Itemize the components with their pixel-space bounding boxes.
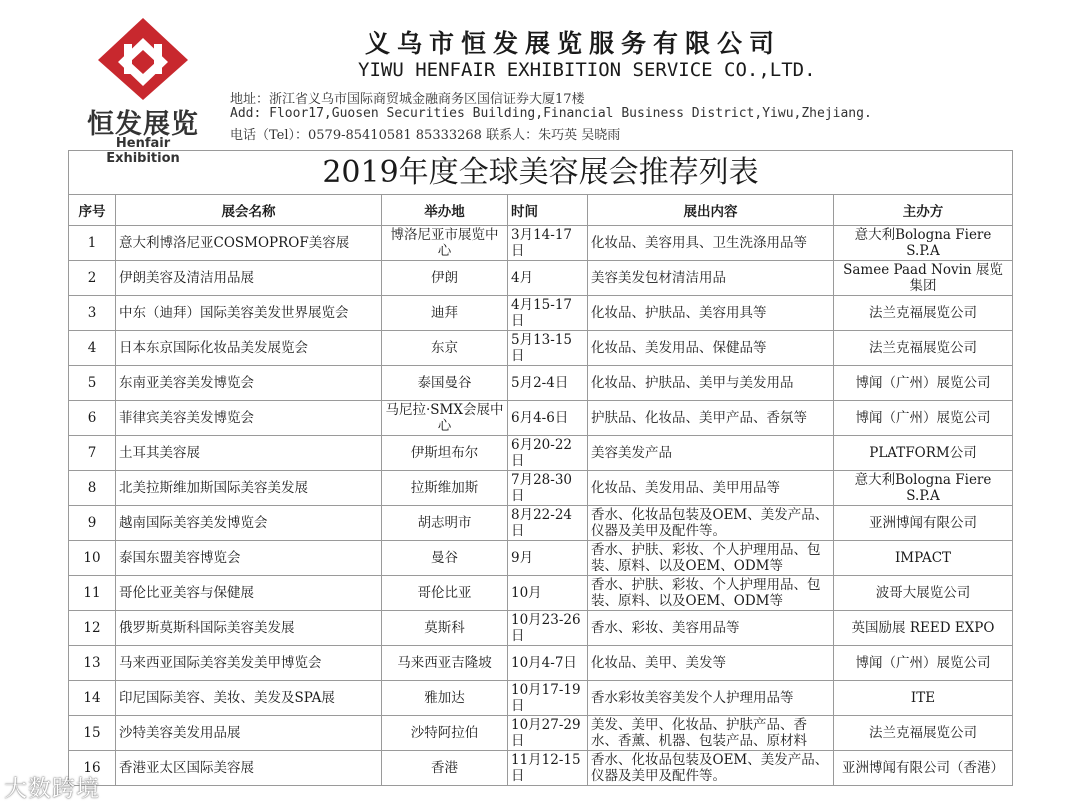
cell-date: 10月 (508, 576, 588, 611)
cell-exhibition-name: 香港亚太区国际美容展 (116, 751, 382, 786)
cell-venue: 香港 (382, 751, 508, 786)
cell-venue: 拉斯维加斯 (382, 471, 508, 506)
exhibition-table (68, 194, 1013, 786)
cell-date: 10月17-19日 (508, 681, 588, 716)
cell-exhibition-name: 日本东京国际化妆品美发展览会 (116, 331, 382, 366)
cell-index: 13 (69, 646, 116, 681)
cell-index: 2 (69, 261, 116, 296)
cell-exhibition-name: 俄罗斯莫斯科国际美容美发展 (116, 611, 382, 646)
header-exhibition-name: 展会名称 (116, 195, 382, 226)
table-row (69, 576, 1013, 611)
cell-index: 9 (69, 506, 116, 541)
cell-organizer: 亚洲博闻有限公司 (834, 506, 1013, 541)
cell-organizer: 博闻（广州）展览公司 (834, 401, 1013, 436)
cell-date: 4月 (508, 261, 588, 296)
cell-exhibition-name: 马来西亚国际美容美发美甲博览会 (116, 646, 382, 681)
cell-exhibition-name: 中东（迪拜）国际美容美发世界展览会 (116, 296, 382, 331)
cell-organizer: IMPACT (834, 541, 1013, 576)
header-organizer: 主办方 (834, 195, 1013, 226)
cell-exhibition-name: 北美拉斯维加斯国际美容美发展 (116, 471, 382, 506)
cell-exhibits: 香水、彩妆、美容用品等 (588, 611, 834, 646)
cell-organizer: 法兰克福展览公司 (834, 331, 1013, 366)
cell-exhibition-name: 土耳其美容展 (116, 436, 382, 471)
table-title: 2019年度全球美容展会推荐列表 (68, 150, 1013, 195)
company-logo (78, 14, 208, 166)
cell-venue: 胡志明市 (382, 506, 508, 541)
cell-date: 3月14-17日 (508, 226, 588, 261)
table-row (69, 401, 1013, 436)
cell-organizer: 意大利Bologna Fiere S.P.A (834, 226, 1013, 261)
cell-exhibits: 化妆品、护肤品、美甲与美发用品 (588, 366, 834, 401)
cell-exhibition-name: 意大利博洛尼亚COSMOPROF美容展 (116, 226, 382, 261)
table-row (69, 681, 1013, 716)
address-cn: 地址：浙江省义乌市国际商贸城金融商务区国信证券大厦17楼 (230, 92, 585, 107)
cell-exhibits: 香水、护肤、彩妆、个人护理用品、包装、原料、以及OEM、ODM等 (588, 541, 834, 576)
cell-index: 1 (69, 226, 116, 261)
cell-venue: 伊斯坦布尔 (382, 436, 508, 471)
cell-venue: 东京 (382, 331, 508, 366)
cell-venue: 沙特阿拉伯 (382, 716, 508, 751)
table-row (69, 296, 1013, 331)
cell-index: 7 (69, 436, 116, 471)
cell-index: 8 (69, 471, 116, 506)
cell-venue: 马来西亚吉隆坡 (382, 646, 508, 681)
header-exhibits: 展出内容 (588, 195, 834, 226)
cell-exhibition-name: 哥伦比亚美容与保健展 (116, 576, 382, 611)
cell-index: 10 (69, 541, 116, 576)
cell-venue: 莫斯科 (382, 611, 508, 646)
cell-index: 14 (69, 681, 116, 716)
cell-organizer: 亚洲博闻有限公司（香港） (834, 751, 1013, 786)
table-header-row (69, 195, 1013, 226)
cell-organizer: 波哥大展览公司 (834, 576, 1013, 611)
table-row (69, 611, 1013, 646)
cell-organizer: Samee Paad Novin 展览集团 (834, 261, 1013, 296)
cell-exhibits: 化妆品、美容用具、卫生洗涤用品等 (588, 226, 834, 261)
cell-date: 8月22-24日 (508, 506, 588, 541)
cell-index: 4 (69, 331, 116, 366)
cell-exhibition-name: 伊朗美容及清洁用品展 (116, 261, 382, 296)
cell-exhibits: 香水、化妆品包装及OEM、美发产品、仪器及美甲及配件等。 (588, 751, 834, 786)
cell-exhibits: 香水、化妆品包装及OEM、美发产品、仪器及美甲及配件等。 (588, 506, 834, 541)
company-name-cn: 义乌市恒发展览服务有限公司 (365, 29, 782, 58)
cell-exhibits: 美容美发包材清洁用品 (588, 261, 834, 296)
cell-exhibits: 化妆品、美发用品、保健品等 (588, 331, 834, 366)
cell-organizer: 法兰克福展览公司 (834, 716, 1013, 751)
cell-index: 15 (69, 716, 116, 751)
cell-organizer: 法兰克福展览公司 (834, 296, 1013, 331)
cell-date: 11月12-15日 (508, 751, 588, 786)
cell-venue: 迪拜 (382, 296, 508, 331)
watermark: 大数跨境 (4, 776, 100, 802)
address-en: Add: Floor17,Guosen Securities Building,Financial Business District,Yiwu,Zhejiang. (230, 106, 872, 121)
cell-date: 10月4-7日 (508, 646, 588, 681)
contact-info: 电话（Tel）：0579-85410581 85333268 联系人：朱巧英 吴晓雨 (230, 128, 621, 143)
cell-date: 7月28-30日 (508, 471, 588, 506)
table-row (69, 646, 1013, 681)
header-index: 序号 (69, 195, 116, 226)
table-row (69, 541, 1013, 576)
cell-organizer: PLATFORM公司 (834, 436, 1013, 471)
cell-date: 5月13-15日 (508, 331, 588, 366)
cell-index: 11 (69, 576, 116, 611)
table-row (69, 331, 1013, 366)
logo-text-en: Henfair Exhibition (106, 136, 180, 166)
cell-date: 4月15-17日 (508, 296, 588, 331)
cell-venue: 雅加达 (382, 681, 508, 716)
cell-date: 5月2-4日 (508, 366, 588, 401)
cell-exhibits: 美发、美甲、化妆品、护肤产品、香水、香薰、机器、包装产品、原材料 (588, 716, 834, 751)
cell-exhibits: 化妆品、护肤品、美容用具等 (588, 296, 834, 331)
header-date: 时间 (508, 195, 588, 226)
table-row (69, 751, 1013, 786)
logo-text-cn: 恒发展览 (87, 109, 199, 140)
cell-organizer: 博闻（广州）展览公司 (834, 366, 1013, 401)
cell-index: 6 (69, 401, 116, 436)
cell-index: 12 (69, 611, 116, 646)
cell-exhibition-name: 越南国际美容美发博览会 (116, 506, 382, 541)
cell-organizer: 意大利Bologna Fiere S.P.A (834, 471, 1013, 506)
cell-venue: 马尼拉·SMX会展中心 (382, 401, 508, 436)
cell-date: 10月23-26日 (508, 611, 588, 646)
cell-exhibition-name: 沙特美容美发用品展 (116, 716, 382, 751)
cell-exhibits: 化妆品、美发用品、美甲用品等 (588, 471, 834, 506)
table-row (69, 471, 1013, 506)
cell-exhibits: 香水彩妆美容美发个人护理用品等 (588, 681, 834, 716)
cell-organizer: ITE (834, 681, 1013, 716)
table-row (69, 261, 1013, 296)
table-row (69, 436, 1013, 471)
cell-date: 6月4-6日 (508, 401, 588, 436)
logo-mark-icon (96, 16, 190, 100)
table-row (69, 506, 1013, 541)
cell-venue: 哥伦比亚 (382, 576, 508, 611)
company-name-en: YIWU HENFAIR EXHIBITION SERVICE CO.,LTD. (358, 59, 816, 81)
cell-index: 16 (69, 751, 116, 786)
table-row (69, 716, 1013, 751)
cell-exhibition-name: 泰国东盟美容博览会 (116, 541, 382, 576)
cell-exhibits: 香水、护肤、彩妆、个人护理用品、包装、原料、以及OEM、ODM等 (588, 576, 834, 611)
cell-exhibits: 美容美发产品 (588, 436, 834, 471)
cell-index: 5 (69, 366, 116, 401)
header-venue: 举办地 (382, 195, 508, 226)
cell-venue: 博洛尼亚市展览中心 (382, 226, 508, 261)
cell-exhibits: 化妆品、美甲、美发等 (588, 646, 834, 681)
cell-organizer: 博闻（广州）展览公司 (834, 646, 1013, 681)
cell-venue: 曼谷 (382, 541, 508, 576)
cell-date: 10月27-29日 (508, 716, 588, 751)
cell-exhibition-name: 东南亚美容美发博览会 (116, 366, 382, 401)
cell-exhibition-name: 印尼国际美容、美妆、美发及SPA展 (116, 681, 382, 716)
cell-date: 9月 (508, 541, 588, 576)
cell-venue: 泰国曼谷 (382, 366, 508, 401)
cell-organizer: 英国励展 REED EXPO (834, 611, 1013, 646)
cell-index: 3 (69, 296, 116, 331)
table-row (69, 366, 1013, 401)
table-row (69, 226, 1013, 261)
cell-venue: 伊朗 (382, 261, 508, 296)
cell-date: 6月20-22日 (508, 436, 588, 471)
cell-exhibits: 护肤品、化妆品、美甲产品、香氛等 (588, 401, 834, 436)
cell-exhibition-name: 菲律宾美容美发博览会 (116, 401, 382, 436)
